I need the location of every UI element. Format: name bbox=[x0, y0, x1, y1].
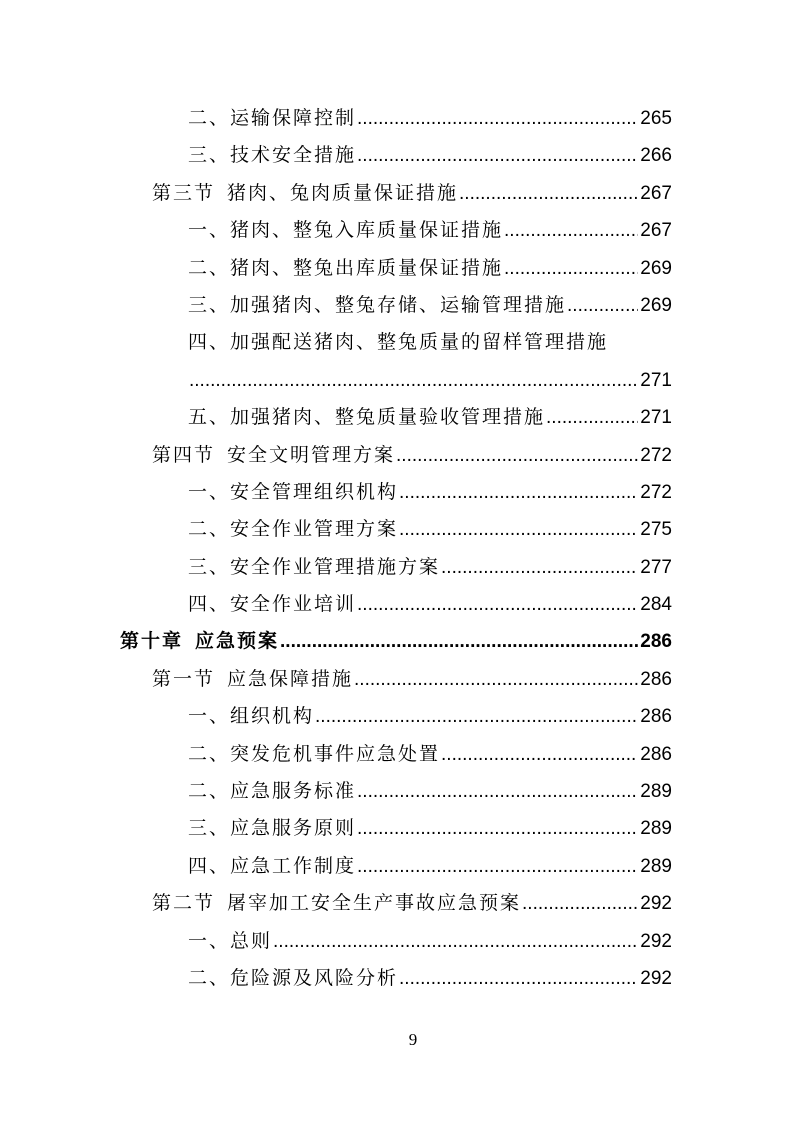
toc-entry bbox=[0, 212, 672, 249]
toc-entry-page: 269 bbox=[640, 294, 672, 316]
toc-entry-page: 289 bbox=[640, 781, 672, 803]
toc-entry bbox=[0, 250, 672, 287]
toc-entry-label: 二、危险源及风险分析 bbox=[188, 967, 399, 989]
toc-entry bbox=[0, 137, 672, 174]
toc-entry bbox=[0, 923, 672, 960]
toc-entry-label bbox=[152, 885, 521, 922]
toc-entry-wrapped-leader bbox=[0, 362, 672, 399]
page-footer bbox=[0, 1030, 793, 1050]
toc-section-entry bbox=[0, 437, 672, 474]
dot-leader bbox=[357, 100, 638, 137]
toc-chapter-entry bbox=[0, 623, 672, 660]
dot-leader bbox=[459, 175, 638, 212]
toc-entry bbox=[0, 474, 672, 511]
section-number: 第二节 bbox=[152, 893, 216, 915]
toc-section-entry bbox=[0, 885, 672, 922]
toc-entry-label: 五、加强猪肉、整兔质量验收管理措施 bbox=[188, 407, 546, 429]
toc-entry-page: 272 bbox=[640, 444, 672, 466]
toc-entry-label: 一、猪肉、整兔入库质量保证措施 bbox=[188, 220, 504, 242]
toc-entry bbox=[0, 586, 672, 623]
table-of-contents bbox=[0, 100, 672, 997]
section-number: 第四节 bbox=[152, 444, 216, 466]
toc-entry-label: 二、运输保障控制 bbox=[188, 108, 357, 129]
toc-entry-label: 一、组织机构 bbox=[188, 706, 315, 728]
toc-entry-label: 一、总则 bbox=[188, 930, 273, 952]
dot-leader bbox=[504, 212, 638, 249]
toc-entry bbox=[0, 736, 672, 773]
toc-entry-label: 二、应急服务标准 bbox=[188, 781, 357, 803]
chapter-title: 应急预案 bbox=[195, 631, 280, 653]
dot-leader bbox=[441, 736, 638, 773]
dot-leader bbox=[189, 362, 638, 399]
dot-leader bbox=[567, 287, 638, 324]
dot-leader bbox=[399, 474, 638, 511]
toc-entry-page: 269 bbox=[640, 257, 672, 279]
dot-leader bbox=[357, 586, 638, 623]
section-number: 第一节 bbox=[152, 668, 216, 690]
toc-entry-label bbox=[152, 661, 353, 698]
toc-entry-label bbox=[120, 623, 279, 660]
dot-leader bbox=[546, 399, 638, 436]
toc-entry-label bbox=[152, 437, 395, 474]
toc-entry-page: 277 bbox=[640, 556, 672, 578]
toc-entry-page: 272 bbox=[640, 481, 672, 503]
toc-entry-page: 292 bbox=[640, 930, 672, 952]
toc-entry-page: 266 bbox=[640, 145, 672, 167]
toc-entry bbox=[0, 100, 672, 137]
toc-entry-page: 267 bbox=[640, 182, 672, 204]
dot-leader bbox=[280, 623, 638, 660]
section-title: 猪肉、兔肉质量保证措施 bbox=[227, 182, 459, 204]
toc-entry-wrapped-label bbox=[0, 324, 672, 361]
toc-entry-label: 一、安全管理组织机构 bbox=[188, 481, 399, 503]
toc-entry-page: 284 bbox=[640, 594, 672, 616]
section-title: 安全文明管理方案 bbox=[227, 444, 396, 466]
section-title: 应急保障措施 bbox=[227, 668, 354, 690]
toc-entry-page: 292 bbox=[640, 967, 672, 989]
toc-section-entry bbox=[0, 175, 672, 212]
toc-entry-label: 四、加强配送猪肉、整兔质量的留样管理措施 bbox=[188, 332, 609, 354]
toc-entry bbox=[0, 773, 672, 810]
toc-entry-page: 275 bbox=[640, 519, 672, 541]
section-number: 第三节 bbox=[152, 182, 216, 204]
toc-entry-page: 286 bbox=[640, 706, 672, 728]
dot-leader bbox=[357, 810, 638, 847]
toc-entry-page: 286 bbox=[640, 631, 672, 653]
toc-entry bbox=[0, 960, 672, 997]
section-title: 屠宰加工安全生产事故应急预案 bbox=[227, 893, 522, 915]
dot-leader bbox=[315, 698, 638, 735]
dot-leader bbox=[399, 511, 638, 548]
page-number: 9 bbox=[408, 1030, 418, 1049]
chapter-number: 第十章 bbox=[120, 631, 184, 653]
dot-leader bbox=[357, 773, 638, 810]
dot-leader bbox=[504, 250, 638, 287]
toc-entry bbox=[0, 810, 672, 847]
toc-entry-page: 289 bbox=[640, 855, 672, 877]
toc-entry-page: 267 bbox=[640, 220, 672, 242]
toc-entry-page: 286 bbox=[640, 743, 672, 765]
toc-entry-page: 271 bbox=[640, 369, 672, 391]
toc-entry bbox=[0, 511, 672, 548]
dot-leader bbox=[399, 960, 638, 997]
toc-entry-label: 三、技术安全措施 bbox=[188, 145, 357, 167]
dot-leader bbox=[354, 661, 638, 698]
toc-entry-page: 265 bbox=[640, 108, 672, 129]
toc-entry bbox=[0, 698, 672, 735]
toc-entry bbox=[0, 399, 672, 436]
dot-leader bbox=[441, 549, 638, 586]
toc-entry bbox=[0, 287, 672, 324]
toc-entry-label bbox=[152, 175, 458, 212]
toc-entry bbox=[0, 848, 672, 885]
toc-entry-label: 二、安全作业管理方案 bbox=[188, 519, 399, 541]
dot-leader bbox=[396, 437, 638, 474]
toc-entry-page: 271 bbox=[640, 407, 672, 429]
dot-leader bbox=[522, 885, 638, 922]
toc-entry-page: 292 bbox=[640, 893, 672, 915]
toc-section-entry bbox=[0, 661, 672, 698]
toc-entry-label: 三、应急服务原则 bbox=[188, 818, 357, 840]
dot-leader bbox=[357, 848, 638, 885]
toc-entry-label: 二、猪肉、整兔出库质量保证措施 bbox=[188, 257, 504, 279]
toc-entry bbox=[0, 549, 672, 586]
toc-entry-page: 289 bbox=[640, 818, 672, 840]
dot-leader bbox=[273, 923, 638, 960]
toc-entry-label: 三、加强猪肉、整兔存储、运输管理措施 bbox=[188, 294, 567, 316]
toc-entry-label: 四、安全作业培训 bbox=[188, 594, 357, 616]
toc-entry-page: 286 bbox=[640, 668, 672, 690]
toc-entry-label: 三、安全作业管理措施方案 bbox=[188, 556, 441, 578]
toc-entry-label: 四、应急工作制度 bbox=[188, 855, 357, 877]
dot-leader bbox=[357, 137, 638, 174]
toc-entry-label: 二、突发危机事件应急处置 bbox=[188, 743, 441, 765]
